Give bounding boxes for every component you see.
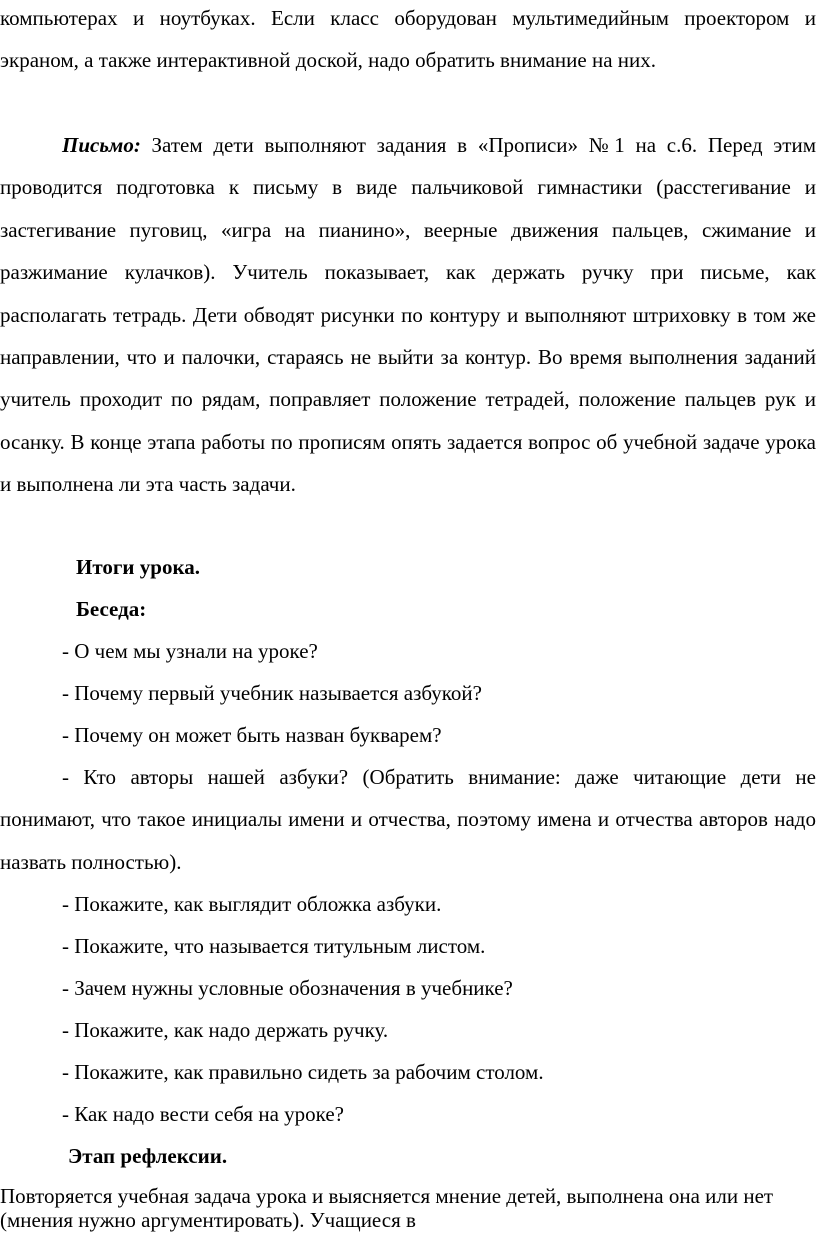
intro-paragraph-end: компьютерах и ноутбуках. Если класс оборудован мультимедийным проектором и экраном, а также интерактивной доской, надо обратить внимание на них. — [0, 6, 816, 73]
reflection-paragraph: Повторяется учебная задача урока и выясняется мнение детей, выполнена она или нет (мнения нужно аргументировать). Учащиеся в — [0, 1184, 774, 1232]
writing-label: Письмо: — [62, 133, 141, 157]
question-item: - Покажите, что называется титульным листом. — [62, 934, 486, 958]
writing-paragraph — [0, 124, 816, 506]
question-item: - Покажите, как выглядит обложка азбуки. — [62, 892, 442, 916]
writing-text: Затем дети выполняют задания в «Прописи» №1 на с.6. Перед этим проводится подготовка к письму в виде пальчиковой гимнастики (расстегивание и застегивание пуговиц, «игра на пианино», веерные движения пальцев, сжимание и разжимание кулачков). Учитель показывает, как держать ручку при письме, как располагать тетрадь. Дети обводят рисунки по контуру и выполняют штриховку в том же направлении, что и палочки, стараясь не выйти за контур. Во время выполнения заданий учитель проходит по рядам, поправляет положение тетрадей, положение пальцев рук и осанку. В конце этапа работы по прописям опять задается вопрос об учебной задаче урока и выполнена ли эта часть задачи. — [0, 133, 816, 497]
question-item: - Зачем нужны условные обозначения в учебнике? — [62, 976, 513, 1000]
question-item: - Почему он может быть назван букварем? — [62, 723, 442, 747]
question-item: - Почему первый учебник называется азбукой? — [62, 681, 482, 705]
authors-question: - Кто авторы нашей азбуки? (Обратить внимание: даже читающие дети не понимают, что такое инициалы имени и отчества, поэтому имена и отчества авторов надо назвать полностью). — [0, 765, 816, 874]
question-item: - Как надо вести себя на уроке? — [62, 1102, 344, 1126]
summary-heading: Итоги урока. — [76, 555, 200, 579]
reflection-heading: Этап рефлексии. — [68, 1144, 228, 1168]
question-item: - Покажите, как надо держать ручку. — [62, 1018, 389, 1042]
question-item: - О чем мы узнали на уроке? — [62, 639, 318, 663]
question-item: - Покажите, как правильно сидеть за рабочим столом. — [62, 1060, 544, 1084]
conversation-heading: Беседа: — [76, 597, 147, 621]
